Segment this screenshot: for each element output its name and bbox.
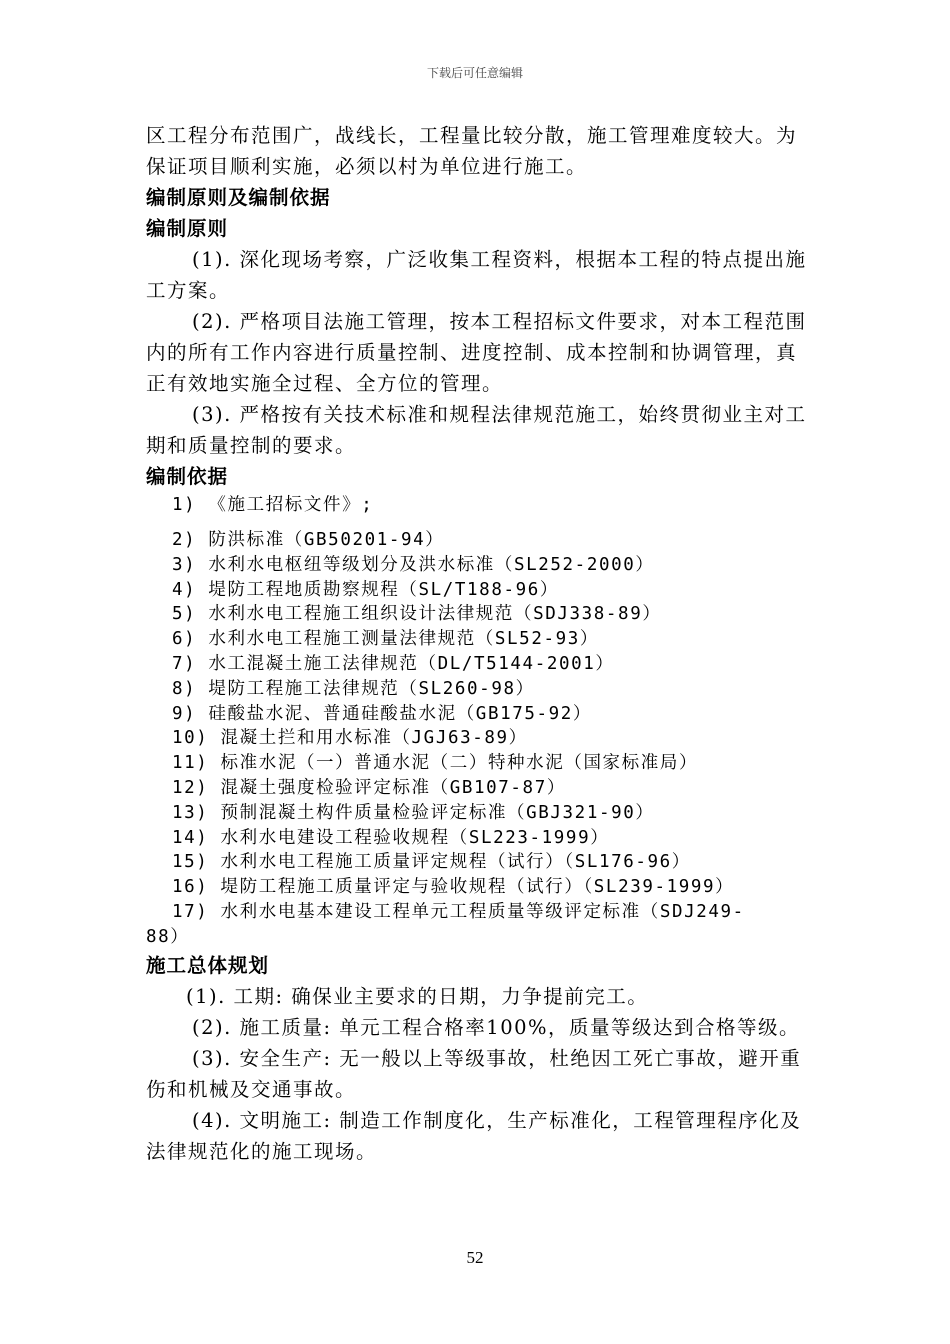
section-heading: 编制原则及编制依据: [146, 186, 331, 209]
page-header-note: 下载后可任意编辑: [426, 66, 523, 80]
list-item: 4) 堤防工程地质勘察规程（SL/T188-96）: [172, 579, 559, 600]
plan-item-4: (4). 文明施工: 制造工作制度化，生产标准化，工程管理程序化及法律规范化的施工现场。: [146, 1108, 802, 1163]
subsection-heading-overall-plan: 施工总体规划: [146, 953, 270, 977]
list-item: 1) 《施工招标文件》;: [172, 495, 374, 515]
list-item: 9) 硅酸盐水泥、普通硅酸盐水泥（GB175-92）: [172, 703, 592, 724]
plan-item-2: (2). 施工质量: 单元工程合格率100%，质量等级达到合格等级。: [192, 1015, 801, 1039]
subsection-heading-basis: 编制依据: [146, 465, 229, 488]
list-item: 6) 水利水电工程施工测量法律规范（SL52-93）: [172, 629, 599, 650]
plan-item-3: (3). 安全生产: 无一般以上等级事故，杜绝因工死亡事故，避开重伤和机械及交通事故。: [146, 1046, 802, 1101]
list-item: 16) 堤防工程施工质量评定与验收规程（试行）（SL239-1999）: [172, 877, 735, 898]
principle-2: (2). 严格项目法施工管理，按本工程招标文件要求，对本工程范围内的所有工作内容进行质量控制、进度控制、成本控制和协调管理，真正有效地实施全过程、全方位的管理。: [146, 310, 807, 395]
intro-paragraph: 区工程分布范围广，战线长，工程量比较分散，施工管理难度较大。为保证项目顺利实施，必须以村为单位进行施工。: [146, 124, 798, 178]
list-item: 2) 防洪标准（GB50201-94）: [172, 530, 445, 550]
list-item-continuation: 88）: [146, 926, 190, 947]
basis-list: [146, 492, 816, 950]
list-item: 8) 堤防工程施工法律规范（SL260-98）: [172, 678, 535, 699]
list-item: 12) 混凝土强度检验评定标准（GB107-87）: [172, 777, 566, 798]
list-item: 7) 水工混凝土施工法律规范（DL/T5144-2001）: [172, 653, 615, 674]
list-item: 15) 水利水电工程施工质量评定规程（试行）（SL176-96）: [172, 852, 691, 873]
principle-1: (1). 深化现场考察，广泛收集工程资料，根据本工程的特点提出施工方案。: [146, 248, 807, 302]
document-body: [146, 120, 816, 1167]
subsection-heading-principles: 编制原则: [146, 217, 229, 240]
list-item: 10) 混凝土拦和用水标准（JGJ63-89）: [172, 728, 528, 749]
list-item: 13) 预制混凝土构件质量检验评定标准（GBJ321-90）: [172, 802, 655, 823]
list-item: 3) 水利水电枢纽等级划分及洪水标准（SL252-2000）: [172, 554, 655, 575]
principle-3: (3). 严格按有关技术标准和规程法律规范施工，始终贯彻业主对工期和质量控制的要求。: [146, 403, 807, 457]
list-item: 17) 水利水电基本建设工程单元工程质量等级评定标准（SDJ249-: [172, 901, 745, 922]
list-item: 5) 水利水电工程施工组织设计法律规范（SDJ338-89）: [172, 604, 662, 625]
page-number: 52: [466, 1248, 484, 1267]
list-item: 14) 水利水电建设工程验收规程（SL223-1999）: [172, 827, 610, 848]
plan-item-1: (1). 工期: 确保业主要求的日期，力争提前完工。: [186, 984, 649, 1008]
list-item: 11) 标准水泥（一）普通水泥（二）特种水泥（国家标准局）: [172, 753, 699, 774]
